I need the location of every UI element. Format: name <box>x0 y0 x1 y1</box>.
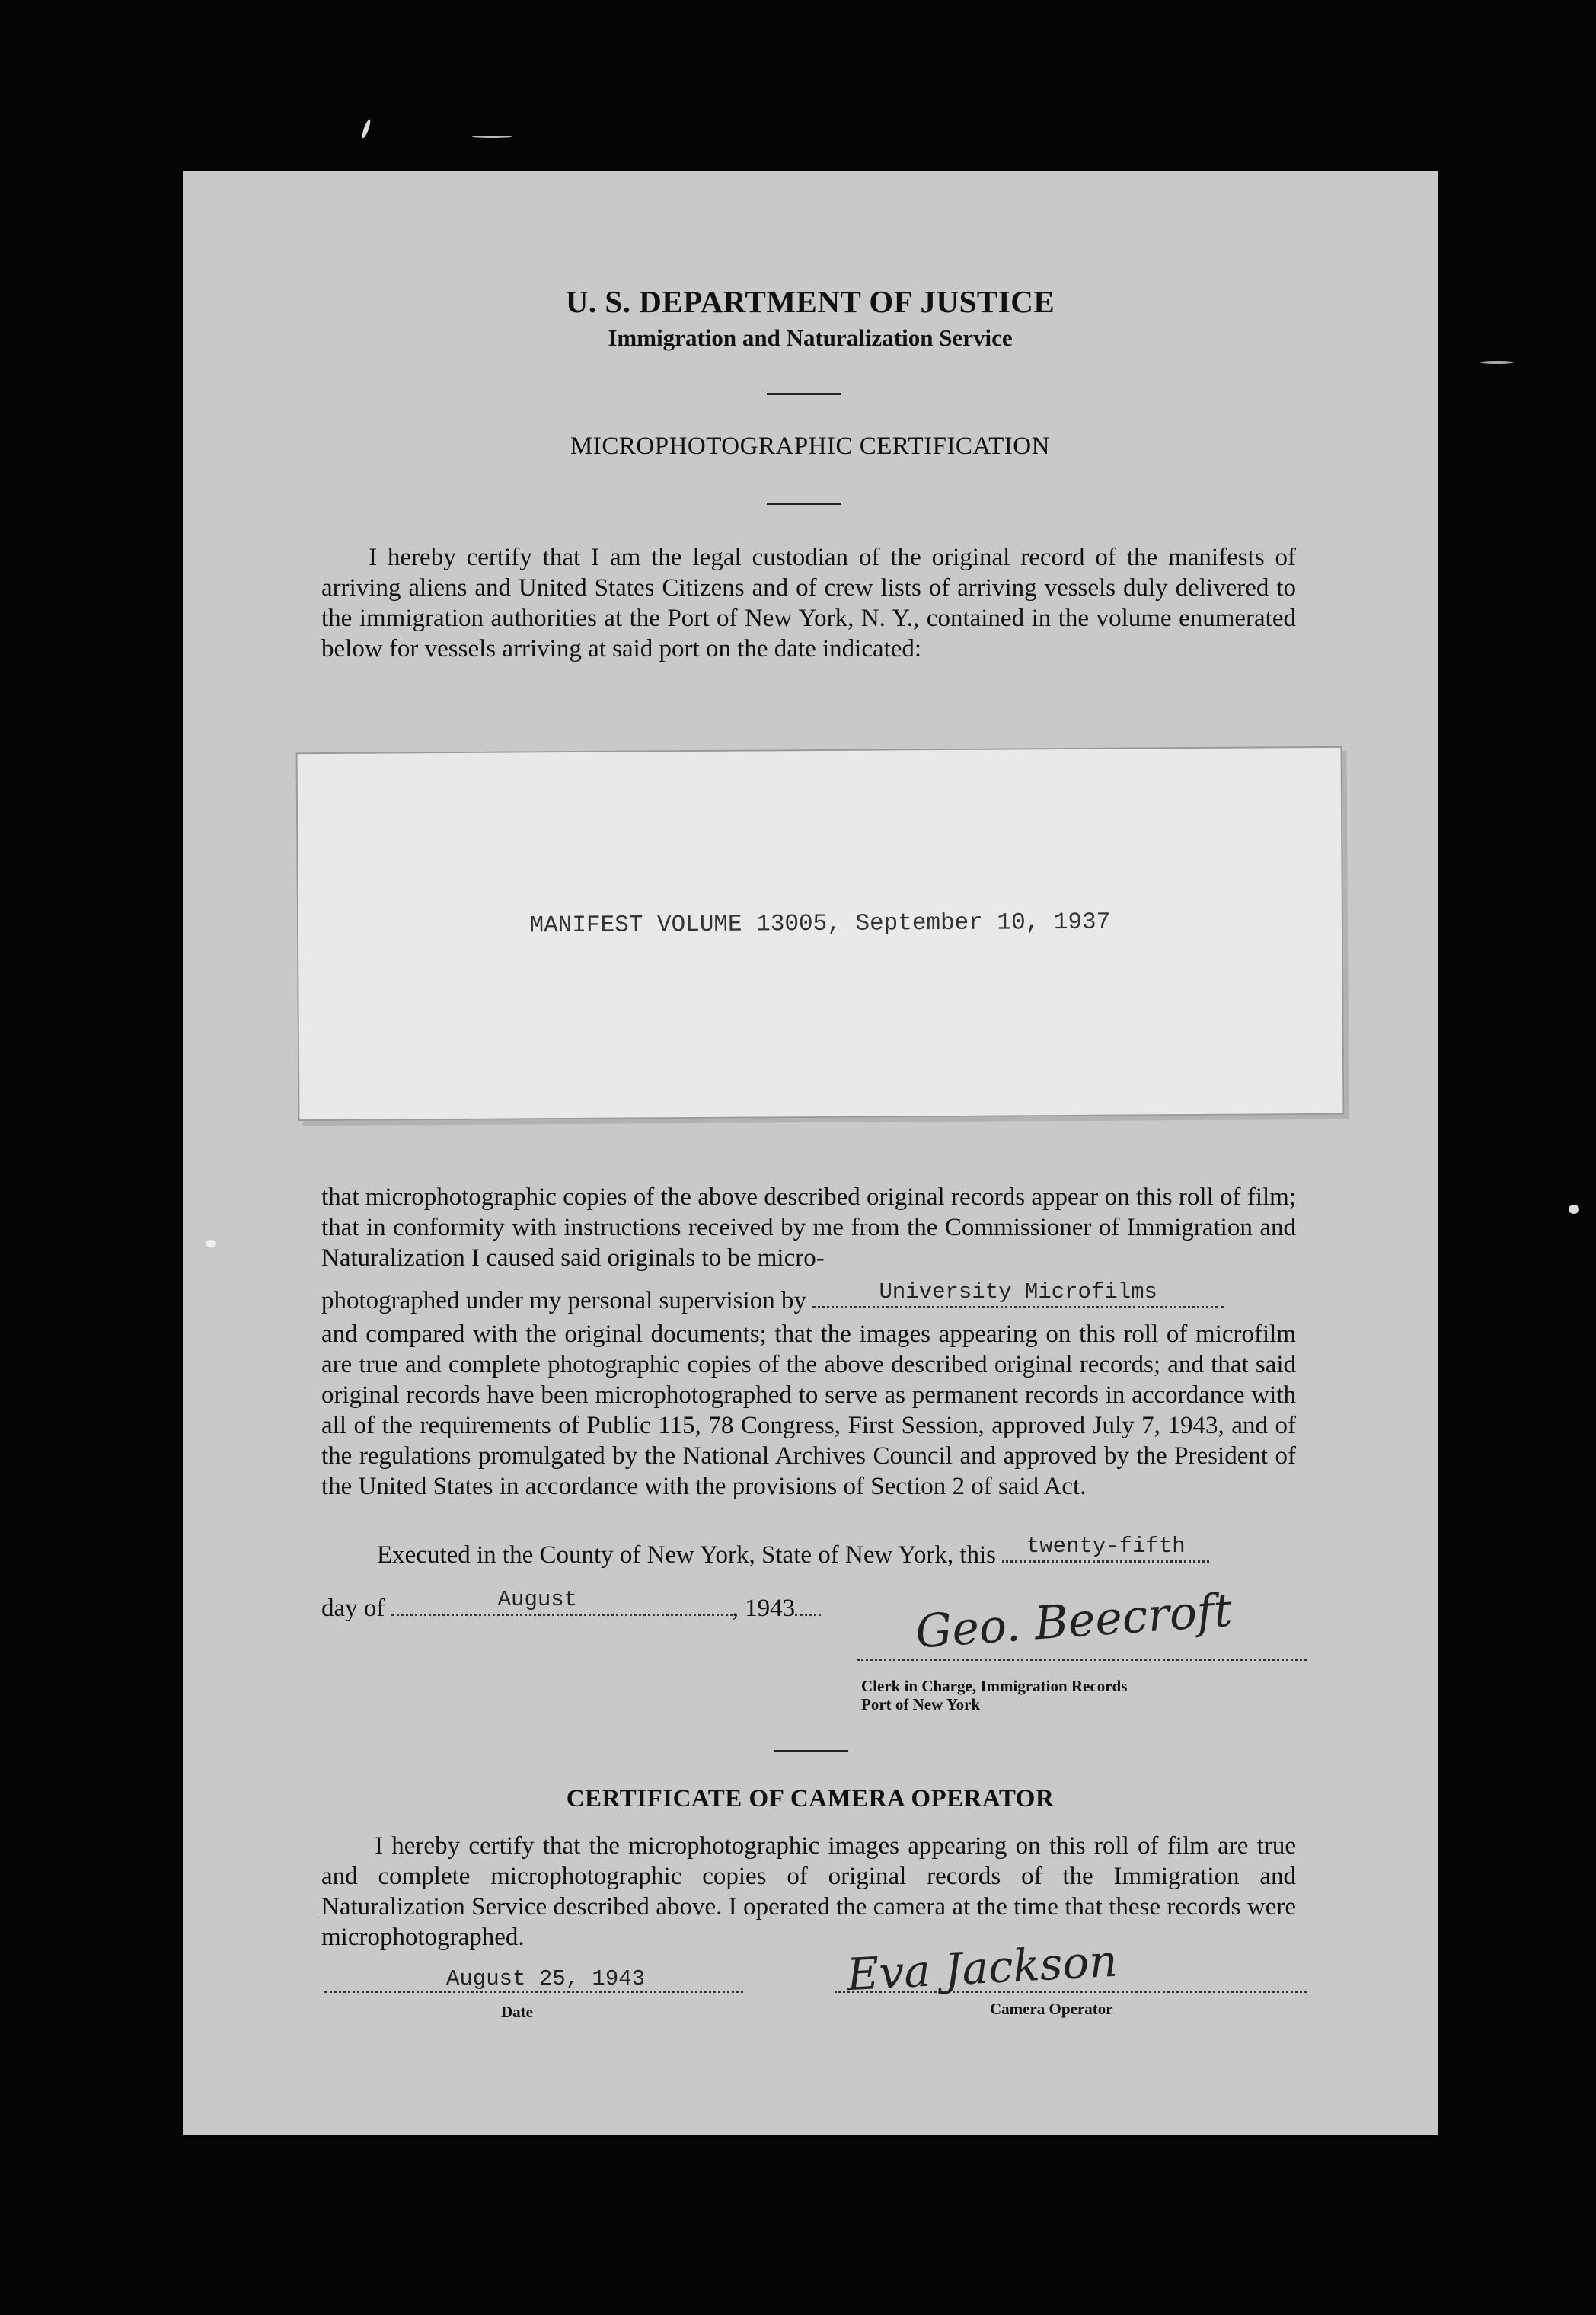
execution-line <box>377 1534 1209 1569</box>
camera-certificate-title: CERTIFICATE OF CAMERA OPERATOR <box>566 1785 1055 1812</box>
execution-month: August <box>497 1587 578 1612</box>
supervision-line <box>321 1279 1224 1315</box>
year-dots <box>795 1597 821 1616</box>
manifest-insert-card <box>296 746 1345 1121</box>
operator-signature: Eva Jackson <box>845 1934 1119 2001</box>
intro-paragraph: I hereby certify that I am the legal custodian of the original record of the manifests of arriving aliens and United States Citizens and of crew lists of arriving vessels duly delivered to the immigration authorities at the Port of New York, N. Y., contained in the volume enumerated below for vessels arriving at said port on the date indicated: <box>321 544 1296 663</box>
certification-title: MICROPHOTOGRAPHIC CERTIFICATION <box>570 433 1050 460</box>
divider <box>767 393 841 395</box>
day-of-label: day of <box>321 1595 385 1622</box>
certificate-page <box>183 171 1438 2135</box>
date-label: Date <box>501 2003 533 2021</box>
clerk-signature: Geo. Beecroft <box>914 1583 1234 1659</box>
clerk-signature-line <box>857 1659 1307 1661</box>
manifest-label: MANIFEST VOLUME 13005, September 10, 1937 <box>529 908 1111 940</box>
film-speck <box>206 1240 216 1247</box>
document-subtitle: Immigration and Naturalization Service <box>608 324 1013 351</box>
body-paragraph-part1: that microphotographic copies of the above described original records appear on this roll of film; that in conformity with instructions received by me from the Commissioner of Immigration and Naturalization I caused said originals to be micro- <box>321 1183 1296 1272</box>
month-line <box>321 1587 821 1623</box>
film-speck <box>1480 361 1514 364</box>
year-prefix: , 194 <box>732 1595 783 1622</box>
day-field <box>1002 1534 1209 1563</box>
supervisor-value: University Microfilms <box>879 1279 1157 1304</box>
film-speck <box>472 136 512 138</box>
camera-date: August 25, 1943 <box>446 1966 646 1991</box>
clerk-title-line2: Port of New York <box>861 1695 981 1713</box>
month-field <box>391 1587 733 1616</box>
film-speck <box>1569 1205 1579 1214</box>
divider <box>767 503 841 505</box>
clerk-title-line1: Clerk in Charge, Immigration Records <box>861 1677 1128 1695</box>
body-paragraph-part2: and compared with the original documents; that the images appearing on this roll of microfilm are true and complete photographic copies of the above described original records; and that said original records have been microphotographed to serve as permanent records in accordance with all of the requirements of Public 115, 78 Congress, First Session, approved July 7, 1943, and of the regulations promulgated by the National Archives Council and approved by the President of the United States in accordance with the provisions of Section 2 of said Act. <box>321 1320 1296 1500</box>
document-title: U. S. DEPARTMENT OF JUSTICE <box>565 284 1055 319</box>
supervisor-field <box>812 1279 1224 1308</box>
year-digit: 3 <box>782 1595 796 1622</box>
execution-day: twenty-fifth <box>1026 1534 1186 1559</box>
execution-prefix: Executed in the County of New York, State of New York, this <box>377 1541 997 1569</box>
operator-label: Camera Operator <box>990 2000 1113 2018</box>
film-speck <box>361 119 372 139</box>
supervision-prefix: photographed under my personal supervision by <box>321 1287 806 1314</box>
camera-paragraph: I hereby certify that the microphotographic images appearing on this roll of film are true and complete microphotographic copies of original records of the Immigration and Naturalization Service described above. I operated the camera at the time that these records were microphotographed. <box>321 1832 1296 1951</box>
divider <box>774 1750 848 1752</box>
